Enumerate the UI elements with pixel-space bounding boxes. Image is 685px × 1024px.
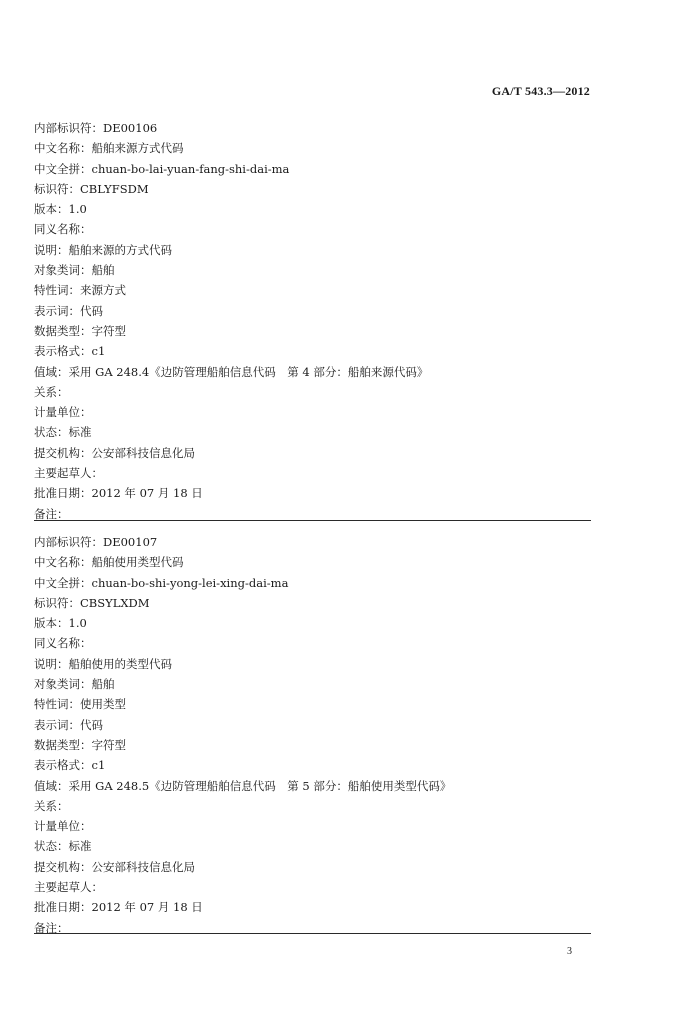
field-data-type bbox=[34, 321, 591, 341]
field-value: CBSYLXDM bbox=[80, 595, 150, 610]
field-label: 中文名称： bbox=[34, 555, 92, 570]
field-label: 值域： bbox=[34, 364, 69, 379]
field-value: c1 bbox=[91, 758, 106, 773]
field-description bbox=[34, 240, 591, 260]
field-label: 表示格式： bbox=[34, 758, 92, 773]
field-label: 版本： bbox=[34, 616, 69, 631]
field-label: 内部标识符： bbox=[34, 121, 103, 135]
field-label: 说明： bbox=[34, 242, 69, 257]
field-property bbox=[34, 280, 591, 300]
field-label: 表示词： bbox=[34, 303, 80, 318]
field-label: 标识符： bbox=[34, 181, 80, 196]
field-label: 备注： bbox=[34, 506, 69, 521]
field-version bbox=[34, 613, 591, 633]
field-representation bbox=[34, 301, 591, 321]
field-label: 关系： bbox=[34, 798, 69, 813]
field-label: 批准日期： bbox=[34, 486, 92, 501]
field-submitter bbox=[34, 443, 591, 463]
field-value: 船舶来源方式代码 bbox=[91, 141, 184, 156]
field-label: 版本： bbox=[34, 202, 69, 217]
field-value: 来源方式 bbox=[80, 283, 126, 298]
field-label: 对象类词： bbox=[34, 263, 92, 278]
field-value: DE00106 bbox=[103, 121, 158, 135]
field-pinyin bbox=[34, 573, 591, 593]
field-unit bbox=[34, 402, 591, 422]
section-divider bbox=[34, 933, 591, 934]
field-value: 船舶使用的类型代码 bbox=[68, 656, 172, 671]
field-object-class bbox=[34, 260, 591, 280]
field-value: 使用类型 bbox=[80, 697, 126, 712]
field-value: 2012 年 07 月 18 日 bbox=[91, 486, 203, 501]
field-value: 船舶 bbox=[91, 263, 115, 278]
field-value: 1.0 bbox=[68, 202, 87, 217]
field-value: DE00107 bbox=[103, 535, 158, 549]
field-chinese-name bbox=[34, 552, 591, 572]
field-label: 备注： bbox=[34, 920, 69, 935]
field-label: 提交机构： bbox=[34, 859, 92, 874]
field-label: 计量单位： bbox=[34, 819, 92, 834]
field-label: 数据类型： bbox=[34, 323, 92, 338]
field-label: 中文全拼： bbox=[34, 575, 92, 590]
field-identifier bbox=[34, 593, 591, 613]
field-property bbox=[34, 694, 591, 714]
field-label: 主要起草人： bbox=[34, 466, 103, 481]
field-status bbox=[34, 422, 591, 442]
field-value: 标准 bbox=[68, 839, 92, 854]
field-drafter bbox=[34, 877, 591, 897]
field-object-class bbox=[34, 674, 591, 694]
field-label: 提交机构： bbox=[34, 445, 92, 460]
field-approval-date bbox=[34, 897, 591, 917]
field-label: 计量单位： bbox=[34, 405, 92, 420]
field-label: 标识符： bbox=[34, 595, 80, 610]
field-data-type bbox=[34, 735, 591, 755]
field-internal-id bbox=[34, 532, 591, 552]
field-value: 采用 GA 248.4《边防管理船舶信息代码 第 4 部分：船舶来源代码》 bbox=[68, 364, 429, 379]
field-value: 字符型 bbox=[91, 323, 126, 338]
field-format bbox=[34, 755, 591, 775]
field-identifier bbox=[34, 179, 591, 199]
field-label: 特性词： bbox=[34, 283, 80, 298]
field-value: 船舶使用类型代码 bbox=[91, 555, 184, 570]
field-label: 内部标识符： bbox=[34, 535, 103, 549]
field-value: 采用 GA 248.5《边防管理船舶信息代码 第 5 部分：船舶使用类型代码》 bbox=[68, 778, 452, 793]
field-label: 数据类型： bbox=[34, 737, 92, 752]
field-value-domain bbox=[34, 776, 591, 796]
field-synonym bbox=[34, 633, 591, 653]
field-value: 字符型 bbox=[91, 737, 126, 752]
field-label: 状态： bbox=[34, 839, 69, 854]
field-label: 对象类词： bbox=[34, 677, 92, 692]
field-value: 标准 bbox=[68, 425, 92, 440]
field-relation bbox=[34, 382, 591, 402]
field-internal-id bbox=[34, 118, 591, 138]
field-value: 公安部科技信息化局 bbox=[91, 445, 195, 460]
field-label: 状态： bbox=[34, 425, 69, 440]
field-submitter bbox=[34, 857, 591, 877]
field-format bbox=[34, 341, 591, 361]
field-value: chuan-bo-lai-yuan-fang-shi-dai-ma bbox=[91, 161, 290, 176]
field-chinese-name bbox=[34, 138, 591, 158]
field-representation bbox=[34, 715, 591, 735]
field-label: 表示词： bbox=[34, 717, 80, 732]
field-label: 主要起草人： bbox=[34, 880, 103, 895]
field-value: c1 bbox=[91, 344, 106, 359]
standard-code: GA/T 543.3—2012 bbox=[491, 84, 590, 98]
page-number: 3 bbox=[567, 946, 572, 957]
field-unit bbox=[34, 816, 591, 836]
field-synonym bbox=[34, 219, 591, 239]
field-value: 船舶 bbox=[91, 677, 115, 692]
field-remarks bbox=[34, 918, 591, 938]
field-value: 1.0 bbox=[68, 616, 87, 631]
field-label: 批准日期： bbox=[34, 900, 92, 915]
data-element-entry bbox=[34, 532, 591, 938]
field-status bbox=[34, 836, 591, 856]
field-pinyin bbox=[34, 159, 591, 179]
section-divider bbox=[34, 520, 591, 521]
field-value-domain bbox=[34, 362, 591, 382]
field-value: 代码 bbox=[80, 303, 103, 318]
field-value: 船舶来源的方式代码 bbox=[68, 242, 172, 257]
field-value: 2012 年 07 月 18 日 bbox=[91, 900, 203, 915]
field-label: 中文全拼： bbox=[34, 161, 92, 176]
field-approval-date bbox=[34, 483, 591, 503]
field-drafter bbox=[34, 463, 591, 483]
field-label: 说明： bbox=[34, 656, 69, 671]
field-label: 表示格式： bbox=[34, 344, 92, 359]
field-label: 同义名称： bbox=[34, 636, 92, 651]
field-value: CBLYFSDM bbox=[80, 181, 149, 196]
field-label: 特性词： bbox=[34, 697, 80, 712]
field-label: 同义名称： bbox=[34, 222, 92, 237]
field-label: 值域： bbox=[34, 778, 69, 793]
field-description bbox=[34, 654, 591, 674]
field-relation bbox=[34, 796, 591, 816]
field-value: 公安部科技信息化局 bbox=[91, 859, 195, 874]
data-element-entry bbox=[34, 118, 591, 524]
field-value: 代码 bbox=[80, 717, 103, 732]
field-version bbox=[34, 199, 591, 219]
field-value: chuan-bo-shi-yong-lei-xing-dai-ma bbox=[91, 575, 289, 590]
field-label: 关系： bbox=[34, 384, 69, 399]
field-label: 中文名称： bbox=[34, 141, 92, 156]
